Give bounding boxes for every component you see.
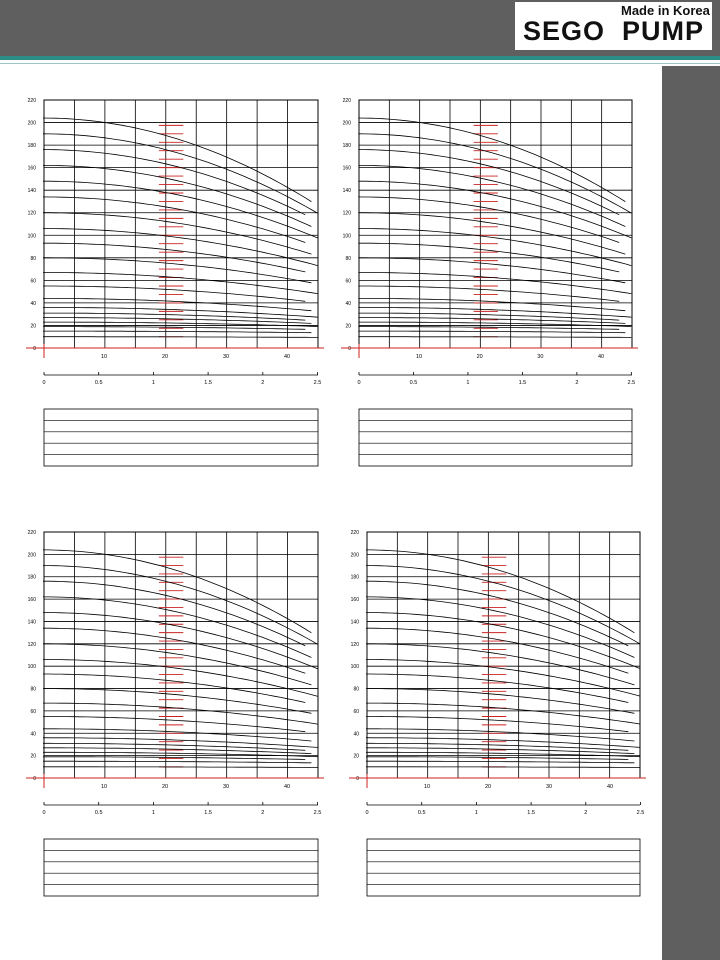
y-tick-label: 0 [33, 776, 36, 782]
x-tick-label: 40 [597, 354, 605, 360]
x-tick-label: 20 [484, 784, 492, 790]
y-tick-label: 60 [30, 708, 36, 715]
sego-pump-logo [515, 2, 712, 50]
secondary-x-tick-label: 2.5 [627, 380, 636, 386]
y-tick-label: 20 [345, 323, 351, 330]
x-tick-label: 20 [161, 784, 169, 790]
y-tick-label: 40 [345, 300, 351, 307]
y-tick-label: 180 [27, 143, 36, 150]
y-tick-label: 40 [30, 731, 36, 738]
y-tick-label: 200 [342, 120, 351, 127]
secondary-x-tick-label: 0 [42, 380, 46, 386]
y-tick-label: 200 [350, 552, 359, 559]
logo-tagline: Made in Korea [621, 3, 710, 18]
y-tick-label: 140 [350, 619, 359, 626]
y-tick-label: 120 [27, 641, 36, 648]
x-tick-label: 10 [100, 784, 108, 790]
secondary-x-tick-label: 1.5 [527, 810, 535, 816]
secondary-x-tick-label: 0 [42, 810, 46, 816]
secondary-x-tick-label: 2 [575, 380, 579, 386]
secondary-x-tick-label: 2 [261, 810, 265, 816]
secondary-x-tick-label: 1.5 [204, 380, 212, 386]
spec-table [359, 409, 632, 466]
secondary-x-tick-label: 2 [261, 380, 265, 386]
secondary-x-tick-label: 0.5 [417, 810, 426, 816]
y-tick-label: 120 [27, 210, 36, 217]
y-tick-label: 20 [353, 753, 359, 760]
x-tick-label: 10 [423, 784, 431, 790]
y-tick-label: 220 [350, 530, 359, 536]
pump-curve-chart-2 [315, 90, 655, 470]
y-tick-label: 80 [30, 686, 36, 693]
y-tick-label: 160 [342, 165, 351, 172]
y-tick-label: 100 [27, 664, 36, 671]
y-tick-label: 0 [356, 776, 359, 782]
header-accent-thin-line [0, 63, 720, 64]
y-tick-label: 80 [30, 255, 36, 262]
y-tick-label: 20 [30, 753, 36, 760]
secondary-x-tick-label: 1.5 [518, 380, 527, 386]
x-tick-label: 30 [545, 784, 553, 790]
pump-curve-chart-1 [0, 90, 330, 470]
secondary-x-tick-label: 0.5 [409, 380, 418, 386]
y-tick-label: 80 [345, 255, 351, 262]
y-tick-label: 220 [27, 98, 36, 104]
x-tick-label: 30 [222, 354, 230, 360]
y-tick-label: 40 [30, 300, 36, 307]
y-tick-label: 100 [27, 233, 36, 240]
spec-table [44, 839, 318, 896]
y-tick-label: 100 [350, 664, 359, 671]
y-tick-label: 160 [350, 597, 359, 604]
y-tick-label: 140 [27, 188, 36, 195]
y-tick-label: 140 [342, 188, 351, 195]
logo-name-right: PUMP [622, 16, 705, 46]
y-tick-label: 200 [27, 552, 36, 559]
secondary-x-tick-label: 1 [474, 810, 478, 816]
pump-curve-chart-3 [0, 522, 330, 902]
y-tick-label: 80 [353, 686, 359, 693]
secondary-x-tick-label: 0 [365, 810, 369, 816]
spec-table [367, 839, 640, 896]
secondary-x-tick-label: 1 [151, 380, 155, 386]
y-tick-label: 180 [27, 574, 36, 581]
y-tick-label: 180 [350, 574, 359, 581]
pump-curve-chart-4 [323, 522, 658, 902]
secondary-x-tick-label: 0 [357, 380, 361, 386]
secondary-x-tick-label: 1 [466, 380, 470, 386]
y-tick-label: 220 [342, 98, 351, 104]
x-tick-label: 30 [222, 784, 230, 790]
plot-frame [367, 532, 640, 778]
y-tick-label: 60 [345, 278, 351, 285]
secondary-x-tick-label: 0.5 [94, 810, 103, 816]
logo-name-left: SEGO [523, 16, 606, 46]
secondary-x-tick-label: 2.5 [636, 810, 645, 816]
y-tick-label: 0 [33, 346, 36, 352]
y-tick-label: 220 [27, 530, 36, 536]
x-tick-label: 20 [476, 354, 483, 360]
x-tick-label: 10 [100, 354, 108, 360]
x-tick-label: 30 [537, 354, 544, 360]
y-tick-label: 160 [27, 165, 36, 172]
y-tick-label: 100 [342, 233, 351, 240]
right-sidebar [662, 66, 720, 960]
y-tick-label: 200 [27, 120, 36, 127]
y-tick-label: 60 [30, 278, 36, 285]
secondary-x-tick-label: 2.5 [313, 810, 322, 816]
y-tick-label: 120 [342, 210, 351, 217]
y-tick-label: 0 [348, 346, 351, 352]
x-tick-label: 40 [283, 784, 291, 790]
x-tick-label: 40 [606, 784, 614, 790]
y-tick-label: 60 [353, 708, 359, 715]
x-tick-label: 40 [283, 354, 291, 360]
secondary-x-tick-label: 2.5 [313, 380, 322, 386]
y-tick-label: 140 [27, 619, 36, 626]
secondary-x-tick-label: 1 [151, 810, 155, 816]
secondary-x-tick-label: 2 [584, 810, 588, 816]
y-tick-label: 180 [342, 143, 351, 150]
y-tick-label: 40 [353, 731, 359, 738]
y-tick-label: 160 [27, 597, 36, 604]
y-tick-label: 120 [350, 641, 359, 648]
secondary-x-tick-label: 0.5 [94, 380, 103, 386]
header-accent-line [0, 56, 720, 60]
y-tick-label: 20 [30, 323, 36, 330]
x-tick-label: 20 [161, 354, 169, 360]
spec-table [44, 409, 318, 466]
secondary-x-tick-label: 1.5 [204, 810, 212, 816]
x-tick-label: 10 [415, 354, 423, 360]
